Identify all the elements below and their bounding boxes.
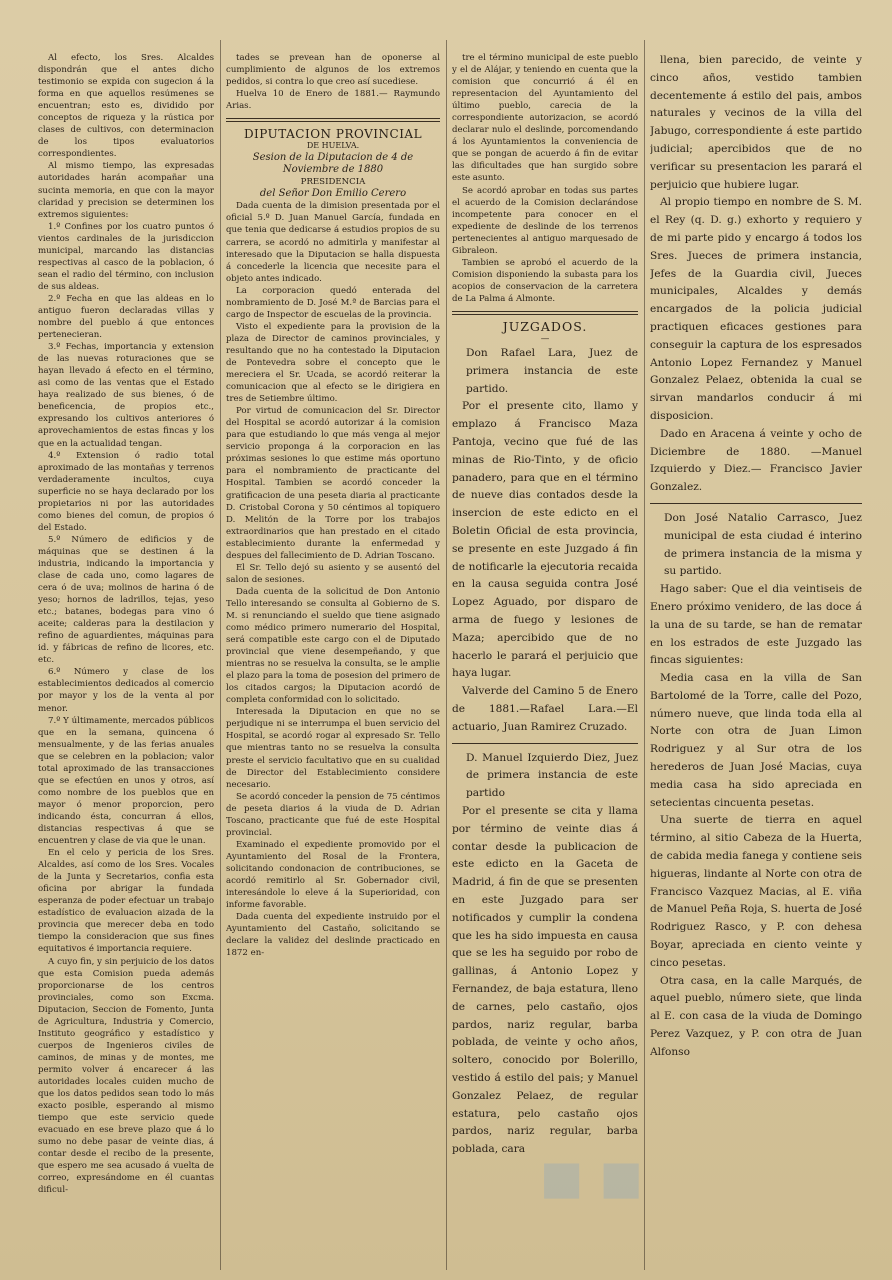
notice-body: Por el presente se cita y llama por término de veinte dias á contar desde la publicacion de este edicto en la Gaceta de Madrid, á fin de que se presenten en este Juzgado para ser notificados y cumplir la condena que les ha sido impuesta en causa que se les ha seguido por robo de gallinas, á Antonio Lopez y Fernandez, de baja estatura, lleno de carnes, pelo castaño, ojos pardos, nariz regular, barba poblada, de veinte y ocho años, soltero, conocido por Bolerillo, vestido á estilo del pais; y Manuel Gonzalez Pelaez, de regular estatura, pelo castaño ojos pardos, nariz regular, barba poblada, cara [452,805,638,1156]
paragraph: Al mismo tiempo, las expresadas autoridades harán acompañar una sucinta memoria, en que con la mayor claridad y precision se determinen los extremos siguientes: [38,161,214,220]
section-heading: JUZGADOS. [502,318,588,334]
paragraph: Dada cuenta del expediente instruido por el Ayuntamiento del Castaño, solicitando se declare la validez del deslinde practicado en 1872 en- [226,912,440,959]
paragraph: Otra casa, en la calle Marqués, de aquel pueblo, número siete, que linda al E. con casa de la viuda de Domingo Perez Vazquez, y P. con otra de Juan Alfonso [650,974,862,1058]
paragraph: 1.º Confines por los cuatro puntos ó vientos cardinales de la jurisdiccion municipal, marcando las distancias respectivas al casco de la poblacion, ó sean el radio del término, con inclusion de sus aldeas. [38,221,214,292]
paragraph: El Sr. Tello dejó su asiento y se ausentó del salon de sesiones. [226,562,440,585]
paragraph: Media casa en la villa de San Bartolomé de la Torre, calle del Pozo, número nueve, que linda toda ella al Norte con otra de Juan Limon Rodriguez y al Sur otra de los herederos de Juan José Macias, cuya media casa ha sido apreciada en setecientas cincuenta pesetas. [650,672,862,809]
paragraph: Por virtud de comunicacion del Sr. Director del Hospital se acordó autorizar á la comision para que estudiando lo que más venga al mejor servicio proponga á la corporacion en las próximas sesiones lo que estime más oportuno para el nombramiento de practicante del Hospital. Tambien se acordó conceder la gratificacion de una peseta diaria al practicante D. Cristobal Corona y 50 céntimos al topiquero D. Melitón de la Torre por los trabajos extraordinarios que han prestado en el citado establecimiento durante la enfermedad y despues del fallecimiento de D. Adrian Toscano. [226,406,440,561]
session-title: Sesion de la Diputacion de 4 de Noviembre de 1880 [252,152,414,176]
paragraph: Una suerte de tierra en aquel término, al sitio Cabeza de la Huerta, de cabida media fanega y contiene seis higueras, lindante al Norte con otra de Francisco Vazquez Macias, al E. viña de Manuel Peña Roja, S. huerta de José Rodriguez Rasco, y P. con dehesa Boyar, apreciada en ciento veinte y cinco pesetas. [650,814,862,969]
paragraph: Tambien se aprobó el acuerdo de la Comision disponiendo la subasta para los acopios de conservacion de la carretera de La Palma á Almonte. [452,257,638,304]
paragraph: 7.º Y últimamente, mercados públicos que en la semana, quincena ó mensualmente, y de las ferias anuales que se celebren en la poblacion; valor total aproximado de las transacciones que se efectúen en unos y otros, así como nombre de los pueblos que en mayor ó menor proporcion, pero indicando ésta, concurran á ellos, distancias respectivas á que se encuentren y clase de via que le unan. [38,715,214,847]
paragraph: 3.º Fechas, importancia y extension de las nuevas roturaciones que se hayan llevado á efecto en el término, asi como de las ventas que el Estado haya realizado de sus bienes, ó de beneficencia, de propios etc., expresando los cultivos anteriores ó aprovechamientos de estas fincas y los que en la actualidad tengan. [38,342,214,449]
notice-heading: D. Manuel Izquierdo Diez, Juez de primera instancia de este partido [466,751,638,800]
column-1 [38,52,214,1270]
paragraph: Examinado el expediente promovido por el Ayuntamiento del Rosal de la Frontera, solicitando condonacion de contribuciones, se acordó remitirlo al Sr. Gobernador civil, interesándole lo eleve á la Superioridad, con informe favorable. [226,839,440,911]
notice-heading: Don Rafael Lara, Juez de primera instancia de este partido. [466,347,638,395]
paragraph: tades se prevean han de oponerse al cumplimiento de algunos de los extremos pedidos, si contra lo que creo así sucediese. [226,53,440,88]
paragraph: 5.º Número de edificios y de máquinas que se destinen á la industria, indicando la importancia y clase de cada uno, como lagares de cera ó de uva; molinos de harina ó de yeso; hornos de ladrillos, tejas, yeso etc.; batanes, bodegas para vino ó aceite; calderas para la destilacion y refino de aguardientes, máquinas para id. y fábricas de refino de licores, etc. etc. [38,534,214,666]
divider [226,118,440,122]
paragraph: Al efecto, los Sres. Alcaldes dispondrán que el antes dicho testimonio se expida con sugecion á la forma en que aquellos resúmenes se encuentran; esto es, dividido por conceptos de riqueza y la rústica por clases de cultivos, con determinacion de los tipos evaluatorios correspondientes. [38,53,214,160]
paragraph: tre el término municipal de este pueblo y el de Alájar, y teniendo en cuenta que la comision que concurrió á él en representacion del Ayuntamiento del último pueblo, carecia de la correspondiente autorizacion, se acordó declarar nulo el deslinde, porcomendando á los Ayuntamientos la conveniencia de que se pongan de acuerdo á fin de evitar las dificultades que han surgido sobre este asunto. [452,53,638,184]
notice-signature: Dado en Aracena á veinte y ocho de Diciembre de 1880. —Manuel Izquierdo y Diez.— Francisco Javier Gonzalez. [650,427,862,494]
paragraph: A cuyo fin, y sin perjuicio de los datos que esta Comision pueda además proporcionarse de los centros provinciales, como son Excma. Diputacion, Seccion de Fomento, Junta de Agricultura, Industria y Comercio, Instituto geográfico y estadístico y cuerpos de Ingenieros civiles de caminos, de minas y de montes, me permito volver á encarecer á las autoridades locales cuiden mucho de que los datos pedidos sean todo lo más exacto posible, esperando al mismo tiempo que este servicio quede evacuado en ese breve plazo que á lo sumo no debe pasar de veinte dias, á contar desde el recibo de la presente, que espero me sea acusado á vuelta de correo, expresándome en él cuantas dificul- [38,956,214,1196]
section-heading: DIPUTACION PROVINCIAL [243,127,423,142]
column-4 [650,52,862,1270]
signature: Huelva 10 de Enero de 1881.— Raymundo Arias. [226,89,440,112]
dash: — [540,334,550,345]
paragraph: 2.º Fecha en que las aldeas en lo antiguo fueron declaradas villas y nombre del pueblo á que entonces pertenecieran. [38,293,214,341]
paragraph: 4.º Extension ó radio total aproximado de las montañas y terrenos verdaderamente incultos, cuya superficie no se haya declarado por los propietarios ni por las autoridades como bienes del comun, de propios ó del Estado. [38,450,214,533]
library-watermark: ■ ■ [540,1150,643,1204]
paragraph: Al propio tiempo en nombre de S. M. el Rey (q. D. g.) exhorto y requiero y de mi parte pido y encargo á todos los Sres. Jueces de primera instancia, Jefes de la Guardia civil, Jueces municipales, Alcaldes y demás encargados de la policia judicial practiquen eficaces gestiones para conseguir la captura de los espresados Antonio Lopez Fernandez y Manuel Gonzalez Pelaez, obtenida la cual se sirvan mandarlos conducir á mi disposicion. [650,196,862,422]
president-name: del Señor Don Emilio Cerero [259,188,407,200]
presidency-label: PRESIDENCIA [300,177,366,188]
divider [650,503,862,504]
paragraph: Interesada la Diputacion en que no se perjudique ni se interrumpa el buen servicio del Hospital, se acordó rogar al expresado Sr. Tello que mientras tanto no se resuelva la consulta preste el servicio facultativo que en su cualidad de Director del Establecimiento considere necesario. [226,707,440,790]
paragraph: En el celo y pericia de los Sres. Alcaldes, así como de los Sres. Vocales de la Junta y Secretarios, confia esta oficina por abrigar la fundada esperanza de poder efectuar un trabajo estadístico de evaluacion aizada de la provincia que merecer deba en todo tiempo la consideracion que sus fines equitativos é importancia requiere. [38,848,214,955]
paragraph: Dada cuenta de la solicitud de Don Antonio Tello interesando se consulta al Gobierno de S. M. si renunciando el sueldo que tiene asignado como médico primero numerario del Hospital, será compatible este cargo con el de Diputado provincial que viene desempeñando, y que mientras no se resuelva la consulta, se le amplie el plazo para la toma de posesion del primero de los citados cargos; la Diputacion acordó de completa conformidad con lo solicitado. [226,586,440,706]
section-subheading: DE HUELVA. [306,141,360,151]
paragraph: 6.º Número y clase de los establecimientos dedicados al comercio por mayor y los de la venta al por menor. [38,667,214,714]
column-divider [644,40,645,1270]
column-divider [220,40,221,1270]
column-2 [226,52,440,1270]
paragraph: Se acordó conceder la pension de 75 céntimos de peseta diarios á la viuda de D. Adrian Toscano, practicante que fué de este Hospital provincial. [226,791,440,838]
paragraph: Hago saber: Que el dia veintiseis de Enero próximo venidero, de las doce á la una de su tarde, se han de rematar en los estrados de este Juzgado las fincas siguientes: [650,583,862,667]
column-divider [446,40,447,1270]
paragraph: llena, bien parecido, de veinte y cinco años, vestido tambien decentemente á estilo del pais, ambos naturales y vecinos de la villa del Jabugo, correspondiente á este partido judicial; apercibidos que de no verificar su presentacion les parará el perjuicio que hubiere lugar. [650,54,862,191]
notice-body: Por el presente cito, llamo y emplazo á Francisco Maza Pantoja, vecino que fué de las minas de Rio-Tinto, y de oficio panadero, para que en el término de nueve dias contados desde la insercion de este edicto en el Boletin Oficial de esta provincia, se presente en este Juzgado á fin de notificarle la ejecutoria recaida en la causa seguida contra José Lopez Aguado, por disparo de arma de fuego y lesiones de Maza; apercibido que de no hacerlo le parará el perjuicio que haya lugar. [452,400,638,680]
divider [452,743,638,744]
notice-signature: Valverde del Camino 5 de Enero de 1881.—Rafael Lara.—El actuario, Juan Ramirez Cruzado. [452,685,638,733]
divider [452,311,638,315]
paragraph: Visto el expediente para la provision de la plaza de Director de caminos provinciales, y resultando que no ha contestado la Diputacion de Pontevedra sobre el concepto que le mereciera el Sr. Ucada, se acordó reiterar la comunicacion que al efecto se le dirigiera en tres de Setiembre último. [226,321,440,405]
paragraph: Se acordó aprobar en todas sus partes el acuerdo de la Comision declarándose incompetente para conocer en el expediente de deslinde de los terrenos pertenecientes al antiguo marquesado de Gibraleon. [452,185,638,256]
notice-heading: Don José Natalio Carrasco, Juez municipal de esta ciudad é interino de primera instancia de la misma y su partido. [664,511,862,578]
paragraph: La corporacion quedó enterada del nombramiento de D. José M.ª de Barcias para el cargo de Inspector de escuelas de la provincia. [226,285,440,320]
paragraph: Dada cuenta de la dimision presentada por el oficial 5.º D. Juan Manuel García, fundada en que tenia que dedicarse á estudios propios de su carrera, se acordó no admitirla y manifestar al interesado que la Diputacion se halla dispuesta á concederle la licencia que necesite para el objeto antes indicado. [226,201,440,284]
column-3 [452,52,638,1270]
